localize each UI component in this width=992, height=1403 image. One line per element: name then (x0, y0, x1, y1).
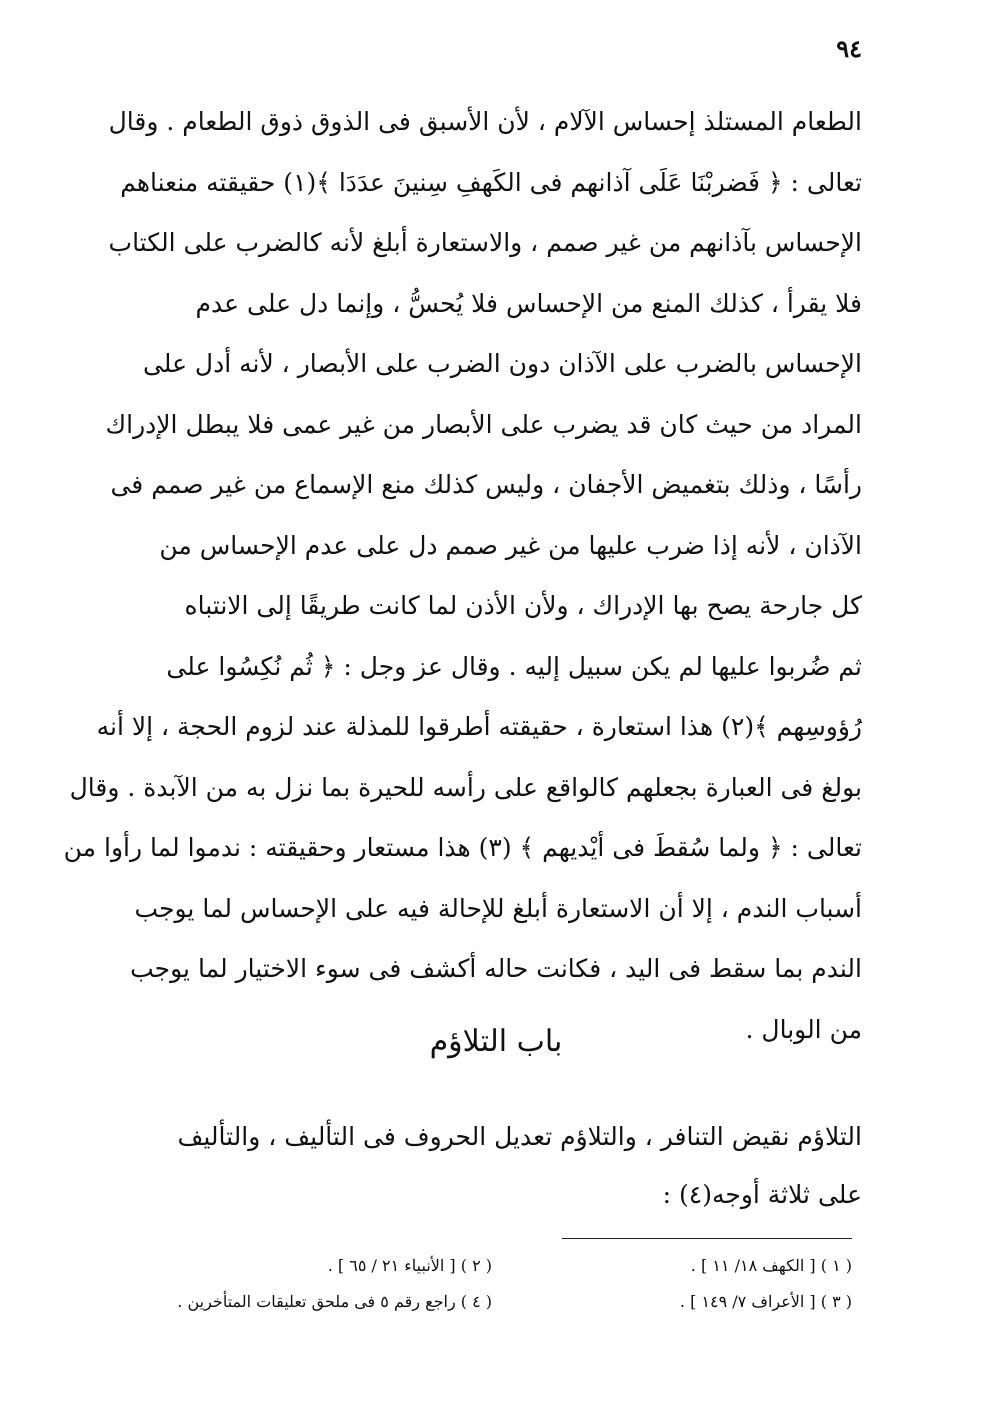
footnote-2: ( ٢ ) [ الأنبياء ٢١ / ٦٥ ] . (327, 1256, 492, 1275)
text-line: الإحساس بالضرب على الآذان دون الضرب على الأبصار ، لأنه أدل على (142, 349, 862, 378)
footnotes (152, 1248, 852, 1320)
text-line: الآذان ، لأنه إذا ضرب عليها من غير صمم دل على عدم الإحساس من (159, 530, 862, 560)
text-line: رُؤوسِهم ﴾(٢) هذا استعارة ، حقيقته أطرقوا للمذلة عند لزوم الحجة ، إلا أنه (96, 712, 862, 741)
main-text-block (63, 92, 862, 1060)
footnote-row (152, 1248, 852, 1284)
text-line: الطعام المستلذ إحساس الآلام ، لأن الأسبق فى الذوق ذوق الطعام . وقال (108, 107, 862, 136)
text-line: تعالى : ﴿ ولما سُقطَ فى أيْديهم ﴾ (٣) هذا مستعار وحقيقته : ندموا لما رأوا من (63, 833, 862, 862)
text-line: من الوبال . (745, 1014, 862, 1044)
text-line: أسباب الندم ، إلا أن الاستعارة أبلغ للإحالة فيه على الإحساس لما يوجب (134, 893, 862, 923)
footnote-row (152, 1284, 852, 1320)
text-line: فلا يقرأ ، كذلك المنع من الإحساس فلا يُحسُّ ، وإنما دل على عدم (195, 288, 862, 318)
footnote-3: ( ٣ ) [ الأعراف ٧/ ١٤٩ ] . (679, 1292, 852, 1311)
footnote-4: ( ٤ ) راجع رقم ٥ فى ملحق تعليقات المتأخرين . (177, 1292, 492, 1311)
text-line: التلاؤم نقيض التنافر ، والتلاؤم تعديل الحروف فى التأليف ، والتأليف (177, 1122, 862, 1151)
footnote-1: ( ١ ) [ الكهف ١٨/ ١١ ] . (690, 1256, 852, 1275)
page-number: ٩٤ (836, 34, 862, 63)
section-text-block (122, 1108, 862, 1224)
text-line: الإحساس بآذانهم من غير صمم ، والاستعارة أبلغ لأنه كالضرب على الكتاب (108, 228, 862, 257)
text-line: على ثلاثة أوجه(٤) : (662, 1180, 862, 1209)
text-line: ثم ضُربوا عليها لم يكن سبيل إليه . وقال عز وجل : ﴿ ثُم نُكِسُوا على (166, 651, 862, 681)
text-line: كل جارحة يصح بها الإدراك ، ولأن الأذن لما كانت طريقًا إلى الانتباه (184, 591, 862, 620)
text-line: الندم بما سقط فى اليد ، فكانت حاله أكشف فى سوء الاختيار لما يوجب (130, 954, 862, 983)
section-heading: باب التلاؤم (429, 1024, 563, 1059)
text-line: المراد من حيث كان قد يضرب على الأبصار من غير عمى فلا يبطل الإدراك (105, 409, 862, 439)
footnote-divider (562, 1238, 852, 1239)
text-line: تعالى : ﴿ فَضربْنَا عَلَى آذانهم فى الكَهفِ سِنينَ عدَدَا ﴾(١) حقيقته منعناهم (120, 167, 862, 197)
text-line: بولغ فى العبارة بجعلهم كالواقع على رأسه للحيرة بما نزل به من الآبدة . وقال (69, 772, 862, 802)
text-line: رأسًا ، وذلك بتغميض الأجفان ، وليس كذلك منع الإسماع من غير صمم فى (110, 470, 862, 499)
